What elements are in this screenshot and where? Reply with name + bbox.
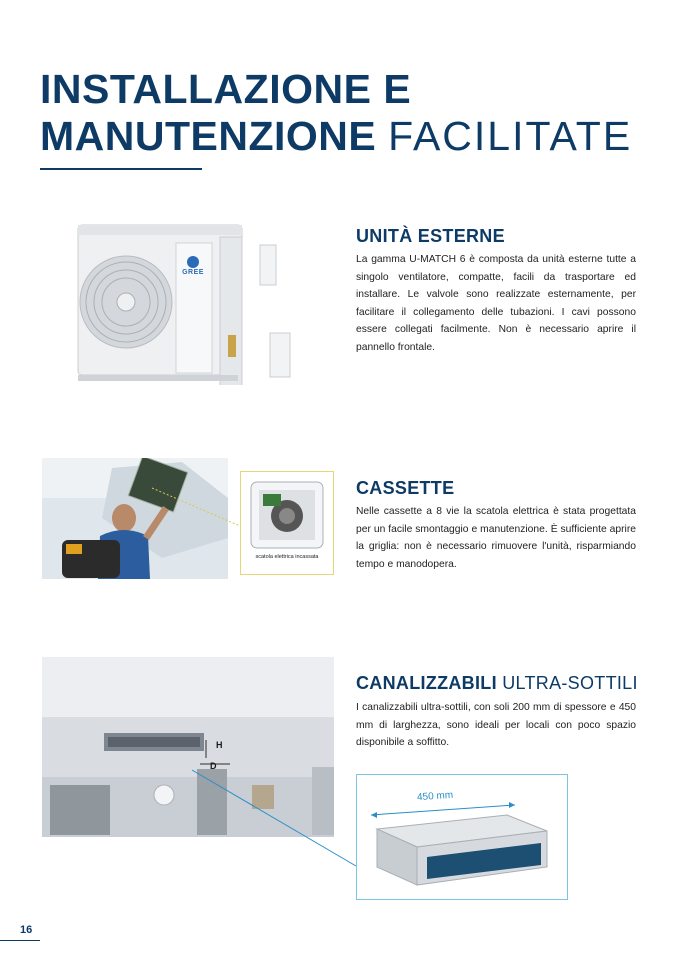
- section-title-ducted-light: ULTRA-SOTTILI: [502, 673, 638, 693]
- section-title-ducted: [356, 673, 638, 694]
- dimension-d-label: D: [210, 761, 217, 771]
- electrical-box-callout: [240, 471, 334, 575]
- callout-connector: [150, 486, 245, 556]
- page-title: [40, 66, 632, 160]
- ducted-unit-image: [357, 775, 567, 899]
- section-body-ducted: I canalizzabili ultra-sottili, con soli 200 mm di spessore e 450 mm di larghezza, sono ideali per locali con poco spazio disponibile a soffitto.: [356, 702, 636, 748]
- dimension-markers: [190, 730, 360, 870]
- dimension-width-label: 450 mm: [416, 789, 454, 804]
- outdoor-unit-image: [70, 215, 310, 385]
- title-line-1: INSTALLAZIONE E: [40, 66, 412, 112]
- gree-logo: GREE: [178, 256, 208, 276]
- section-title-ducted-bold: CANALIZZABILI: [356, 673, 497, 693]
- callout-label: scatola elettrica incassata: [255, 554, 319, 560]
- page-number-rule: [0, 940, 40, 941]
- section-title-cassette: CASSETTE: [356, 478, 455, 498]
- page-number: 16: [20, 924, 33, 936]
- title-underline: [40, 168, 202, 170]
- ducted-unit-dimension-box: [356, 774, 568, 900]
- title-line-2-bold: MANUTENZIONE: [40, 113, 377, 159]
- section-title-outdoor-units: UNITÀ ESTERNE: [356, 226, 505, 246]
- cassette-unit-image: [249, 478, 325, 552]
- title-line-2-light: FACILITATE: [388, 113, 633, 159]
- dimension-h-label: H: [216, 740, 223, 750]
- section-body-cassette: Nelle cassette a 8 vie la scatola elettrica è stata progettata per un facile smontaggio e manutenzione. È sufficiente aprire la griglia: non è necessario rimuovere l'unità, risparmiando tempo e manodopera.: [356, 506, 636, 570]
- section-body-outdoor-units: La gamma U-MATCH 6 è composta da unità esterne tutte a singolo ventilatore, compatte, facili da trasportare ed installare. Le valvole sono realizzate esternamente, per facilitare il collegamento delle tubazioni. I cavi possono essere collegati facilmente. Non è necessario aprire il pannello frontale.: [356, 254, 636, 353]
